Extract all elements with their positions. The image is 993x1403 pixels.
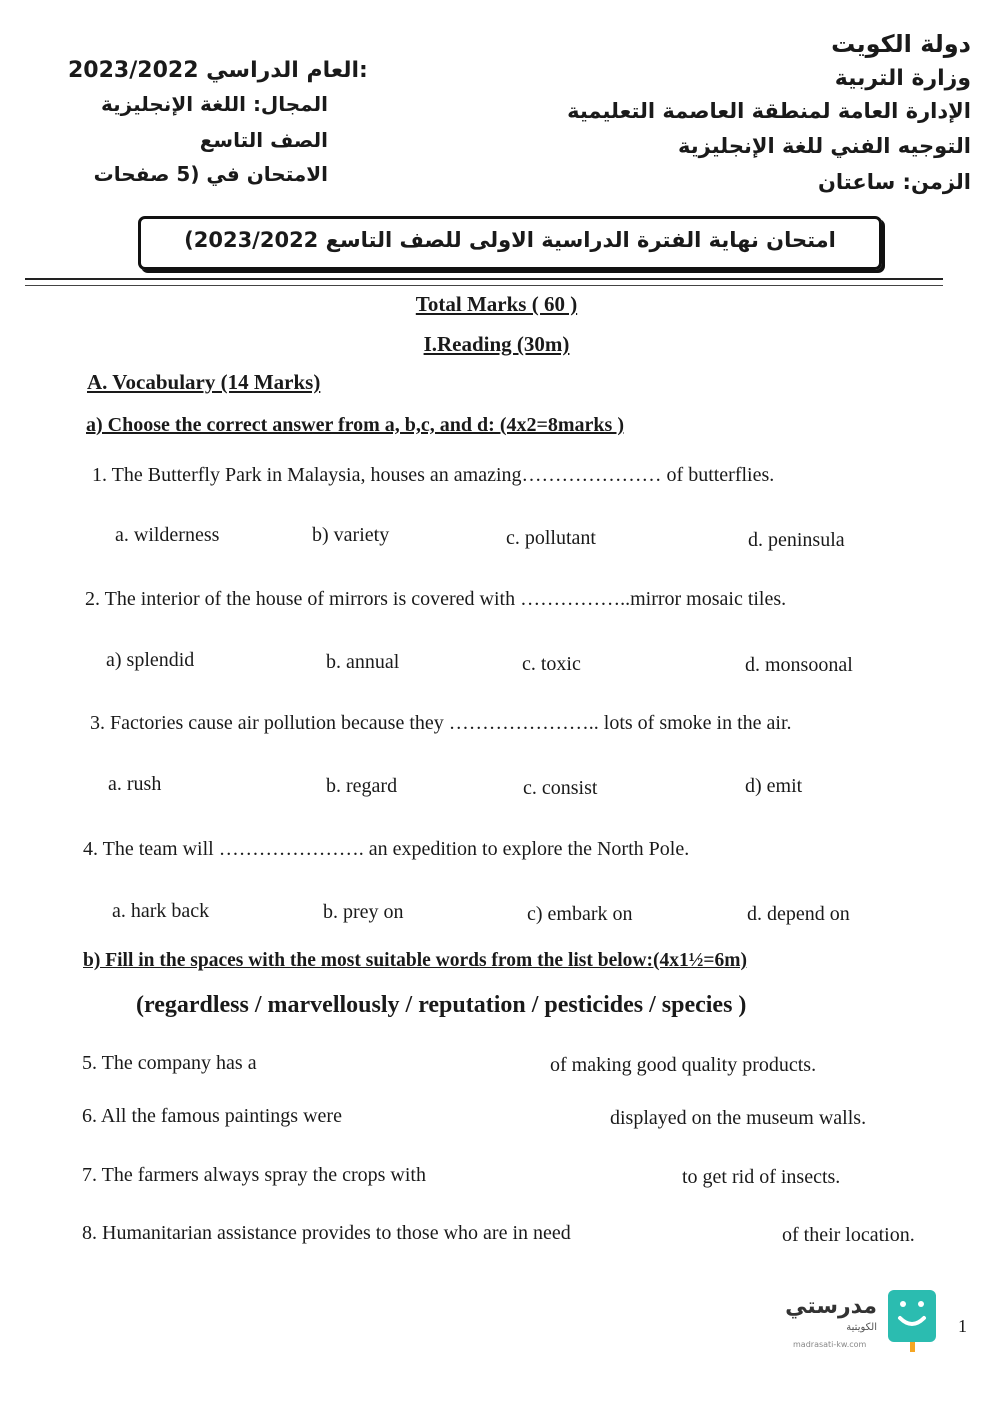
- exam-title-box: [138, 216, 882, 270]
- q3-option-d[interactable]: d) emit: [745, 775, 803, 797]
- sentence-8-end: of their location.: [782, 1224, 915, 1246]
- header-time: الزمن: ساعتان: [817, 170, 971, 194]
- q2-option-a[interactable]: a) splendid: [106, 649, 195, 671]
- sentence-5-start: 5. The company has a: [82, 1052, 257, 1074]
- q1-option-c[interactable]: c. pollutant: [506, 527, 596, 549]
- logo-smile-icon: [888, 1290, 936, 1354]
- blank-8[interactable]: [660, 1222, 778, 1246]
- logo-subtitle: الكويتية: [846, 1322, 877, 1333]
- section-reading: I.Reading (30m): [423, 332, 570, 356]
- header-year-value: 2023/2022: [68, 58, 199, 83]
- logo-icon: [888, 1290, 936, 1342]
- total-marks: Total Marks ( 60 ): [415, 292, 578, 316]
- blank-6[interactable]: [395, 1105, 605, 1129]
- header-ministry: وزارة التربية: [834, 66, 971, 91]
- header-year: [68, 58, 368, 83]
- madrasati-logo: [785, 1290, 955, 1360]
- q2-option-d[interactable]: d. monsoonal: [745, 654, 853, 676]
- q4-option-c[interactable]: c) embark on: [527, 903, 633, 925]
- question-2: 2. The interior of the house of mirrors is covered with ……………..mirror mosaic tiles.: [85, 588, 787, 610]
- part-a-instruction: a) Choose the correct answer from a, b,c, and d: (4x2=8marks ): [86, 414, 624, 436]
- q4-option-b[interactable]: b. prey on: [323, 901, 404, 923]
- word-list: (regardless / marvellously / reputation / pesticides / species ): [136, 992, 747, 1018]
- q2-option-b[interactable]: b. annual: [326, 651, 400, 673]
- header-subject: المجال: اللغة الإنجليزية: [100, 92, 328, 116]
- header-pages: الامتحان في (5 صفحات: [93, 162, 328, 186]
- sentence-6-start: 6. All the famous paintings were: [82, 1105, 342, 1127]
- logo-name: مدرستي: [785, 1294, 877, 1319]
- sentence-7-end: to get rid of insects.: [682, 1166, 841, 1188]
- q4-option-a[interactable]: a. hark back: [112, 900, 210, 922]
- header-directorate: الإدارة العامة لمنطقة العاصمة التعليمية: [567, 99, 971, 123]
- blank-7[interactable]: [492, 1164, 677, 1188]
- exam-title: امتحان نهاية الفترة الدراسية الاولى للصف التاسع 2023/2022): [184, 228, 836, 252]
- sentence-6-end: displayed on the museum walls.: [610, 1107, 867, 1129]
- header-state: دولة الكويت: [831, 30, 971, 58]
- header-supervision: التوجيه الفني للغة الإنجليزية: [678, 134, 971, 158]
- q3-option-c[interactable]: c. consist: [523, 777, 598, 799]
- blank-5[interactable]: [300, 1052, 540, 1076]
- header-grade: الصف التاسع: [199, 128, 328, 152]
- q1-option-b[interactable]: b) variety: [312, 524, 390, 546]
- q1-option-a[interactable]: a. wilderness: [115, 524, 220, 546]
- sentence-5-end: of making good quality products.: [550, 1054, 817, 1076]
- part-b-instruction: b) Fill in the spaces with the most suitable words from the list below:(4x1½=6m): [83, 950, 747, 971]
- q3-option-a[interactable]: a. rush: [108, 773, 162, 795]
- sentence-8-start: 8. Humanitarian assistance provides to those who are in need: [82, 1222, 571, 1244]
- q4-option-d[interactable]: d. depend on: [747, 903, 850, 925]
- vocab-heading: A. Vocabulary (14 Marks): [87, 370, 321, 394]
- question-4: 4. The team will …………………. an expedition to explore the North Pole.: [83, 838, 690, 860]
- q1-option-d[interactable]: d. peninsula: [748, 529, 845, 551]
- logo-url: madrasati-kw.com: [793, 1340, 867, 1349]
- header-year-label: العام الدراسي:: [206, 58, 368, 83]
- question-3: 3. Factories cause air pollution because they ………………….. lots of smoke in the air.: [90, 712, 792, 734]
- divider-thin: [25, 285, 943, 286]
- sentence-7-start: 7. The farmers always spray the crops with: [82, 1164, 426, 1186]
- divider: [25, 278, 943, 280]
- q3-option-b[interactable]: b. regard: [326, 775, 398, 797]
- page-number: 1: [958, 1316, 967, 1336]
- q2-option-c[interactable]: c. toxic: [522, 653, 581, 675]
- question-1: 1. The Butterfly Park in Malaysia, houses an amazing………………… of butterflies.: [92, 464, 775, 486]
